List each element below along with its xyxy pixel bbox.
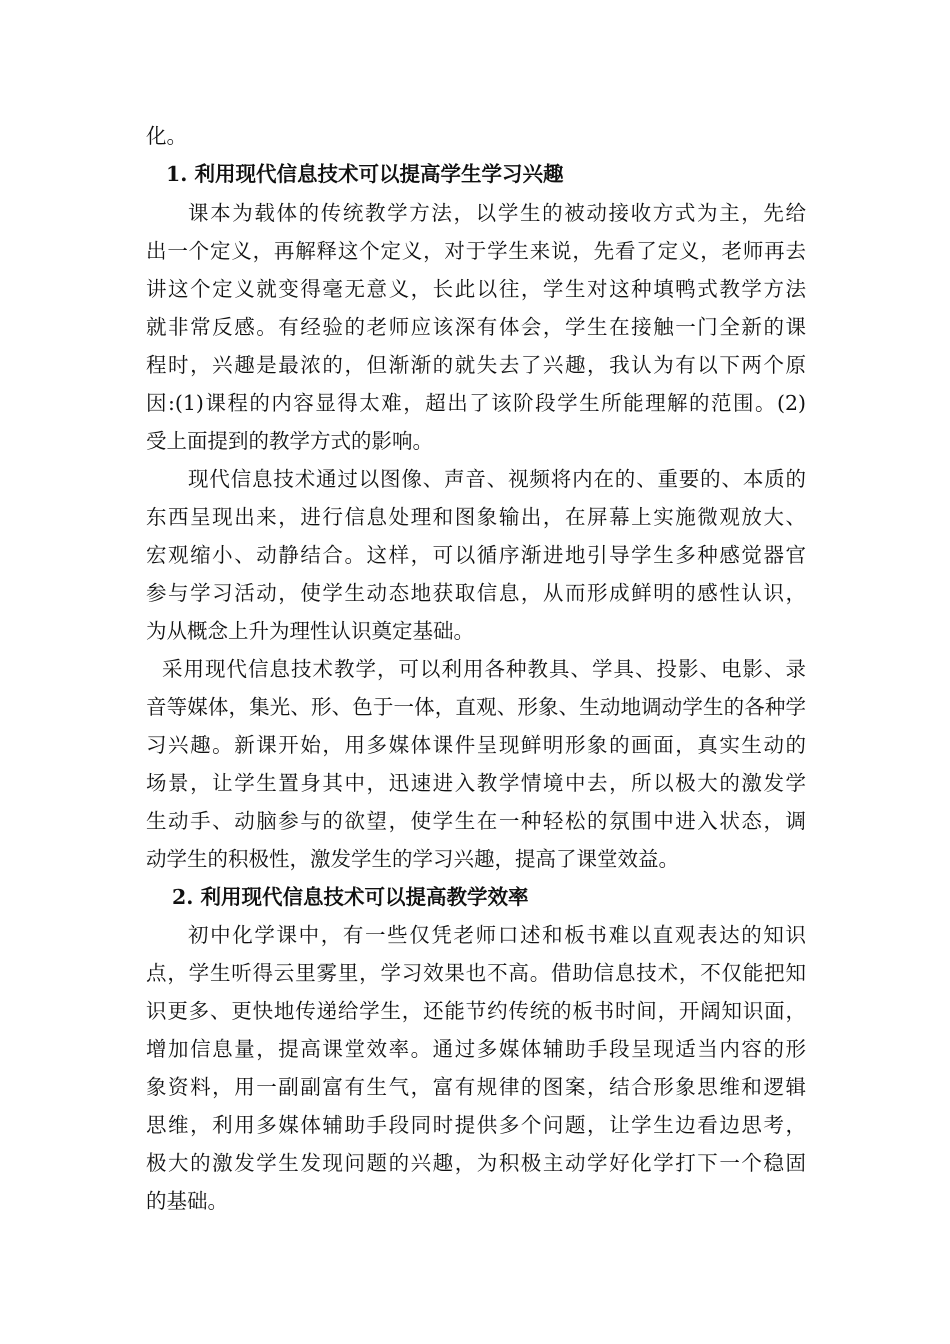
text-line: 因:(1)课程的内容显得太难，超出了该阶段学生所能理解的范围。(2) [146, 391, 806, 415]
section-heading-1: 1. 利用现代信息技术可以提高学生学习兴趣 [166, 162, 564, 186]
text-line: 初中化学课中，有一些仅凭老师口述和板书难以直观表达的知识 [188, 923, 806, 947]
text-line: 增加信息量，提高课堂效率。通过多媒体辅助手段呈现适当内容的形 [146, 1037, 806, 1061]
text-line: 识更多、更快地传递给学生，还能节约传统的板书时间，开阔知识面， [146, 999, 806, 1023]
text-line: 极大的激发学生发现问题的兴趣，为积极主动学好化学打下一个稳固 [146, 1151, 806, 1175]
text-line: 受上面提到的教学方式的影响。 [146, 429, 433, 453]
text-line: 思维，利用多媒体辅助手段同时提供多个问题，让学生边看边思考， [146, 1113, 806, 1137]
text-line: 动学生的积极性，激发学生的学习兴趣，提高了课堂效益。 [146, 847, 679, 871]
text-line: 采用现代信息技术教学，可以利用各种教具、学具、投影、电影、录 [162, 657, 806, 681]
section-heading-2: 2. 利用现代信息技术可以提高教学效率 [172, 885, 529, 909]
text-line: 化。 [146, 124, 187, 148]
text-line: 习兴趣。新课开始，用多媒体课件呈现鲜明形象的画面，真实生动的 [146, 733, 806, 757]
text-line: 课本为载体的传统教学方法，以学生的被动接收方式为主，先给 [188, 201, 806, 225]
text-line: 场景，让学生置身其中，迅速进入教学情境中去，所以极大的激发学 [146, 771, 806, 795]
text-line: 参与学习活动，使学生动态地获取信息，从而形成鲜明的感性认识， [146, 581, 806, 605]
text-line: 点，学生听得云里雾里，学习效果也不高。借助信息技术，不仅能把知 [146, 961, 806, 985]
text-line: 就非常反感。有经验的老师应该深有体会，学生在接触一门全新的课 [146, 315, 806, 339]
text-line: 宏观缩小、动静结合。这样，可以循序渐进地引导学生多种感觉器官 [146, 543, 806, 567]
text-line: 东西呈现出来，进行信息处理和图象输出，在屏幕上实施微观放大、 [146, 505, 806, 529]
text-line: 程时，兴趣是最浓的，但渐渐的就失去了兴趣，我认为有以下两个原 [146, 353, 806, 377]
text-line: 为从概念上升为理性认识奠定基础。 [146, 619, 474, 643]
text-line: 音等媒体，集光、形、色于一体，直观、形象、生动地调动学生的各种学 [146, 695, 806, 719]
text-line: 的基础。 [146, 1189, 228, 1213]
text-line: 出一个定义，再解释这个定义，对于学生来说，先看了定义，老师再去 [146, 239, 806, 263]
text-line: 讲这个定义就变得毫无意义，长此以往，学生对这种填鸭式教学方法 [146, 277, 806, 301]
text-line: 象资料，用一副副富有生气，富有规律的图案，结合形象思维和逻辑 [146, 1075, 806, 1099]
text-line: 现代信息技术通过以图像、声音、视频将内在的、重要的、本质的 [188, 467, 806, 491]
text-line: 生动手、动脑参与的欲望，使学生在一种轻松的氛围中进入状态，调 [146, 809, 806, 833]
